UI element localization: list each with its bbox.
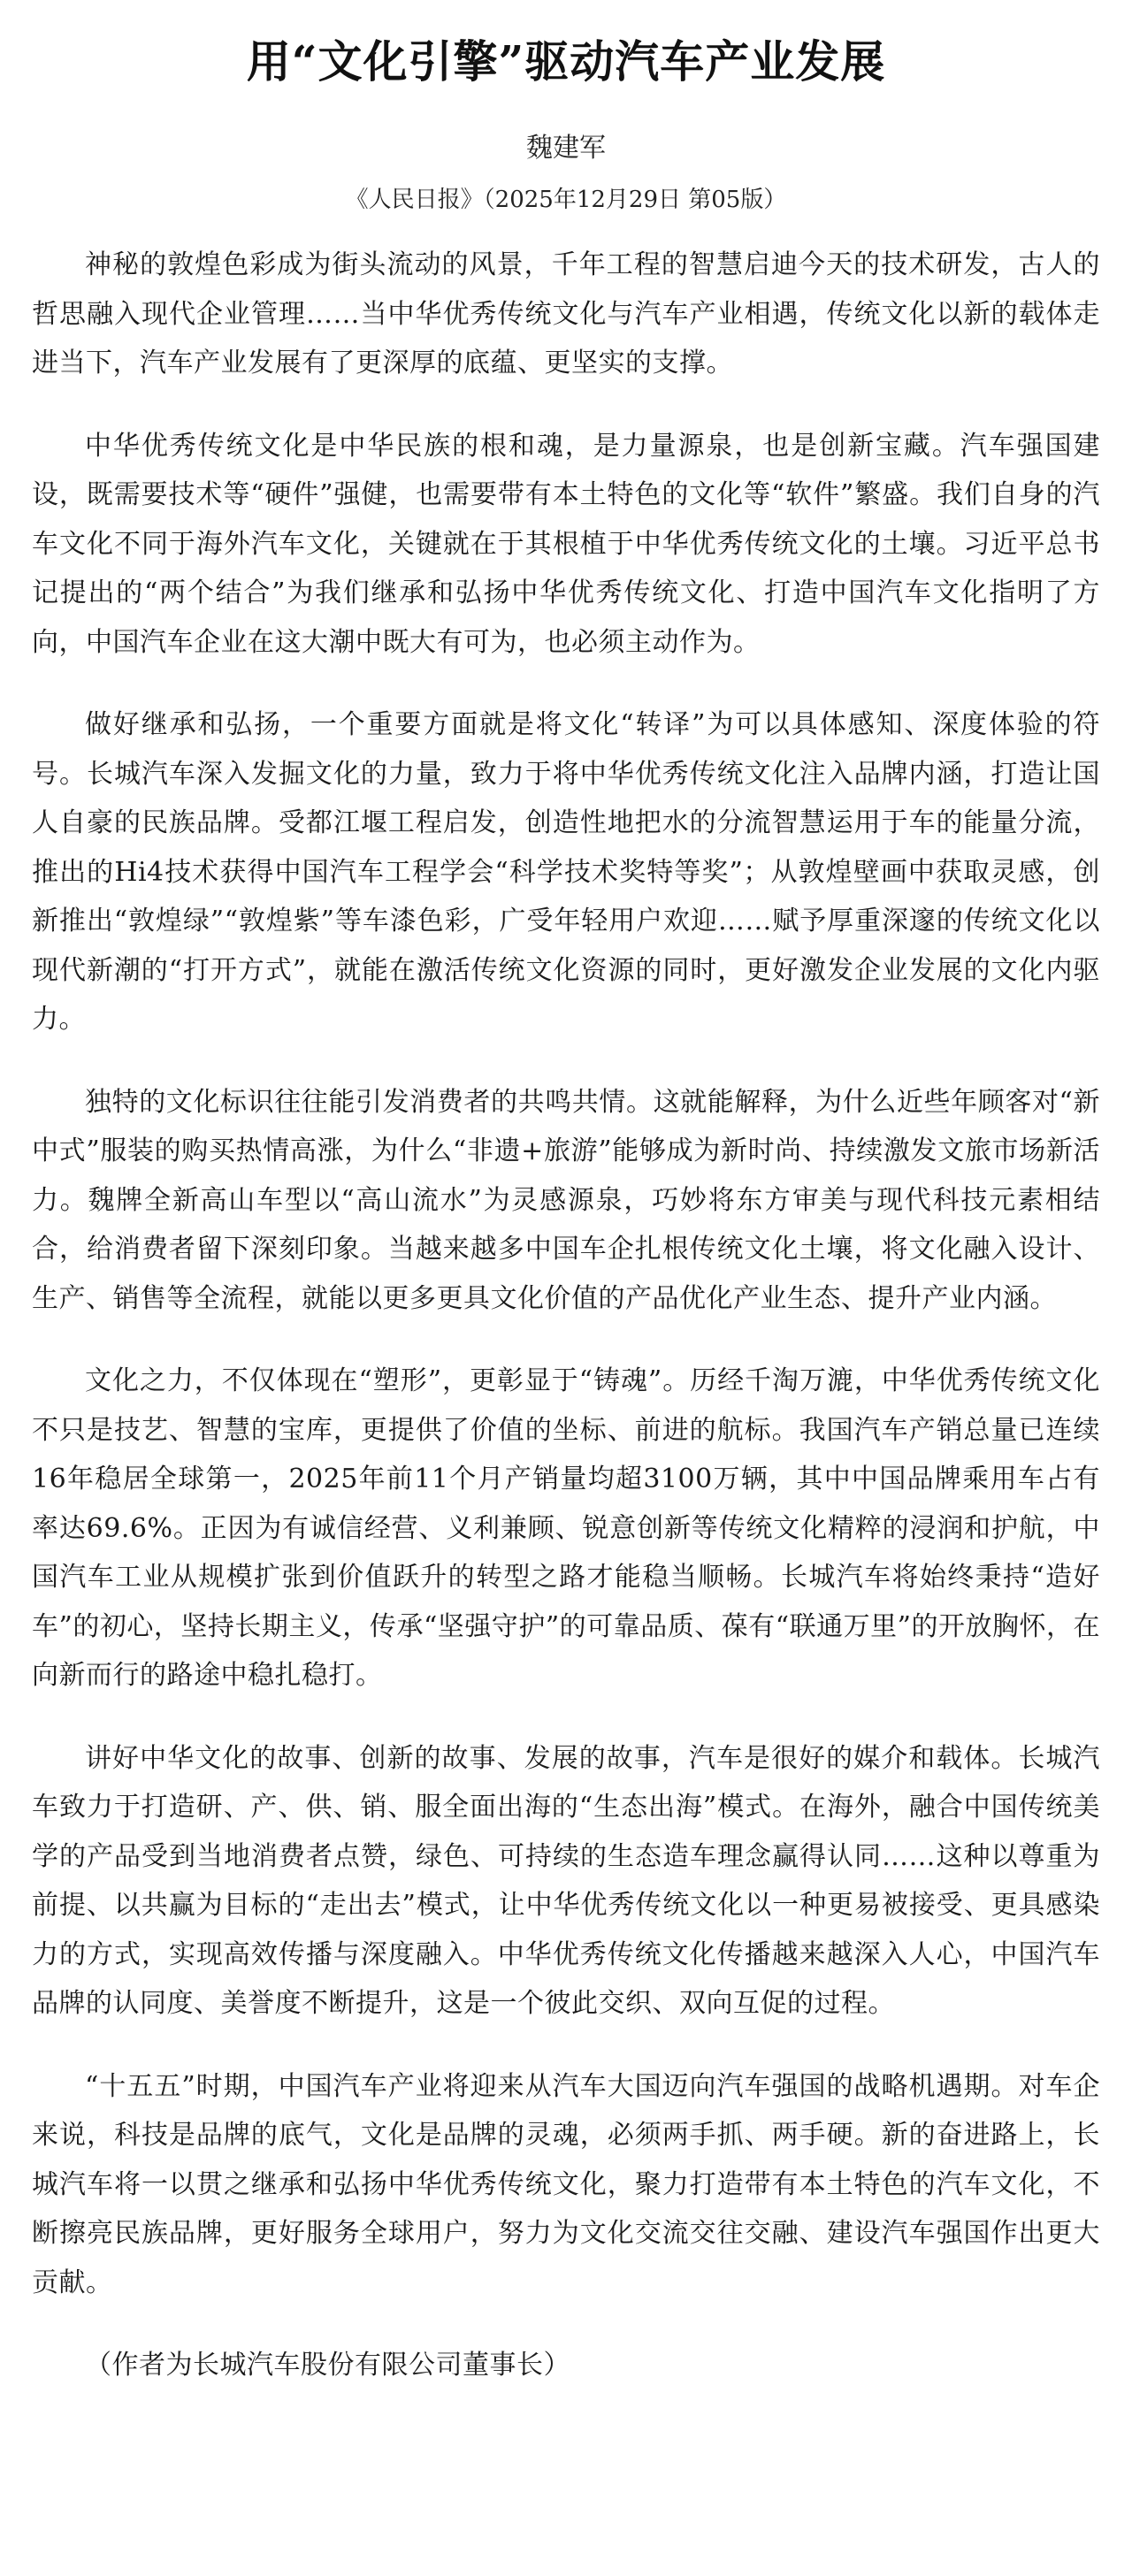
article-paragraph: 做好继承和弘扬，一个重要方面就是将文化“转译”为可以具体感知、深度体验的符号。长城汽车深入发掘文化的力量，致力于将中华优秀传统文化注入品牌内涵，打造让国人自豪的民族品牌。受都江堰工程启发，创造性地把水的分流智慧运用于车的能量分流，推出的Hi4技术获得中国汽车工程学会“科学技术奖特等奖”；从敦煌壁画中获取灵感，创新推出“敦煌绿”“敦煌紫”等车漆色彩，广受年轻用户欢迎……赋予厚重深邃的传统文化以现代新潮的“打开方式”，就能在激活传统文化资源的同时，更好激发企业发展的文化内驱力。 — [32, 709, 1100, 1035]
article-paragraph: “十五五”时期，中国汽车产业将迎来从汽车大国迈向汽车强国的战略机遇期。对车企来说，科技是品牌的底气，文化是品牌的灵魂，必须两手抓、两手硬。新的奋进路上，长城汽车将一以贯之继承和弘扬中华优秀传统文化，聚力打造带有本土特色的汽车文化，不断擦亮民族品牌，更好服务全球用户，努力为文化交流交往交融、建设汽车强国作出更大贡献。 — [32, 2070, 1100, 2298]
article-paragraph: 独特的文化标识往往能引发消费者的共鸣共情。这就能解释，为什么近些年顾客对“新中式”服装的购买热情高涨，为什么“非遗+旅游”能够成为新时尚、持续激发文旅市场新活力。魏牌全新高山车型以“高山流水”为灵感源泉，巧妙将东方审美与现代科技元素相结合，给消费者留下深刻印象。当越来越多中国车企扎根传统文化土壤，将文化融入设计、生产、销售等全流程，就能以更多更具文化价值的产品优化产业生态、提升产业内涵。 — [32, 1086, 1100, 1314]
article-paragraph: 中华优秀传统文化是中华民族的根和魂，是力量源泉，也是创新宝藏。汽车强国建设，既需要技术等“硬件”强健，也需要带有本土特色的文化等“软件”繁盛。我们自身的汽车文化不同于海外汽车文化，关键就在于其根植于中华优秀传统文化的土壤。习近平总书记提出的“两个结合”为我们继承和弘扬中华优秀传统文化、打造中国汽车文化指明了方向，中国汽车企业在这大潮中既大有可为，也必须主动作为。 — [32, 430, 1100, 658]
article-body — [32, 241, 1100, 2390]
article-source: 《人民日报》（2025年12月29日 第05版） — [345, 187, 787, 213]
article-paragraph: 文化之力，不仅体现在“塑形”，更彰显于“铸魂”。历经千淘万漉，中华优秀传统文化不只是技艺、智慧的宝库，更提供了价值的坐标、前进的航标。我国汽车产销总量已连续16年稳居全球第一，2025年前11个月产销量均超3100万辆，其中中国品牌乘用车占有率达69.6%。正因为有诚信经营、义利兼顾、锐意创新等传统文化精粹的浸润和护航，中国汽车工业从规模扩张到价值跃升的转型之路才能稳当顺畅。长城汽车将始终秉持“造好车”的初心，坚持长期主义，传承“坚强守护”的可靠品质、葆有“联通万里”的开放胸怀，在向新而行的路途中稳扎稳打。 — [32, 1365, 1100, 1691]
article-author: 魏建军 — [526, 133, 606, 164]
article-title: 用“文化引擎”驱动汽车产业发展 — [246, 35, 886, 88]
author-note: （作者为长城汽车股份有限公司董事长） — [85, 2350, 570, 2381]
article-paragraph: 讲好中华文化的故事、创新的故事、发展的故事，汽车是很好的媒介和载体。长城汽车致力于打造研、产、供、销、服全面出海的“生态出海”模式。在海外，融合中国传统美学的产品受到当地消费者点赞，绿色、可持续的生态造车理念赢得认同……这种以尊重为前提、以共赢为目标的“走出去”模式，让中华优秀传统文化以一种更易被接受、更具感染力的方式，实现高效传播与深度融入。中华优秀传统文化传播越来越深入人心，中国汽车品牌的认同度、美誉度不断提升，这是一个彼此交织、双向互促的过程。 — [32, 1742, 1100, 2019]
article-paragraph: 神秘的敦煌色彩成为街头流动的风景，千年工程的智慧启迪今天的技术研发，古人的哲思融入现代企业管理……当中华优秀传统文化与汽车产业相遇，传统文化以新的载体走进当下，汽车产业发展有了更深厚的底蕴、更坚实的支撑。 — [32, 249, 1100, 378]
